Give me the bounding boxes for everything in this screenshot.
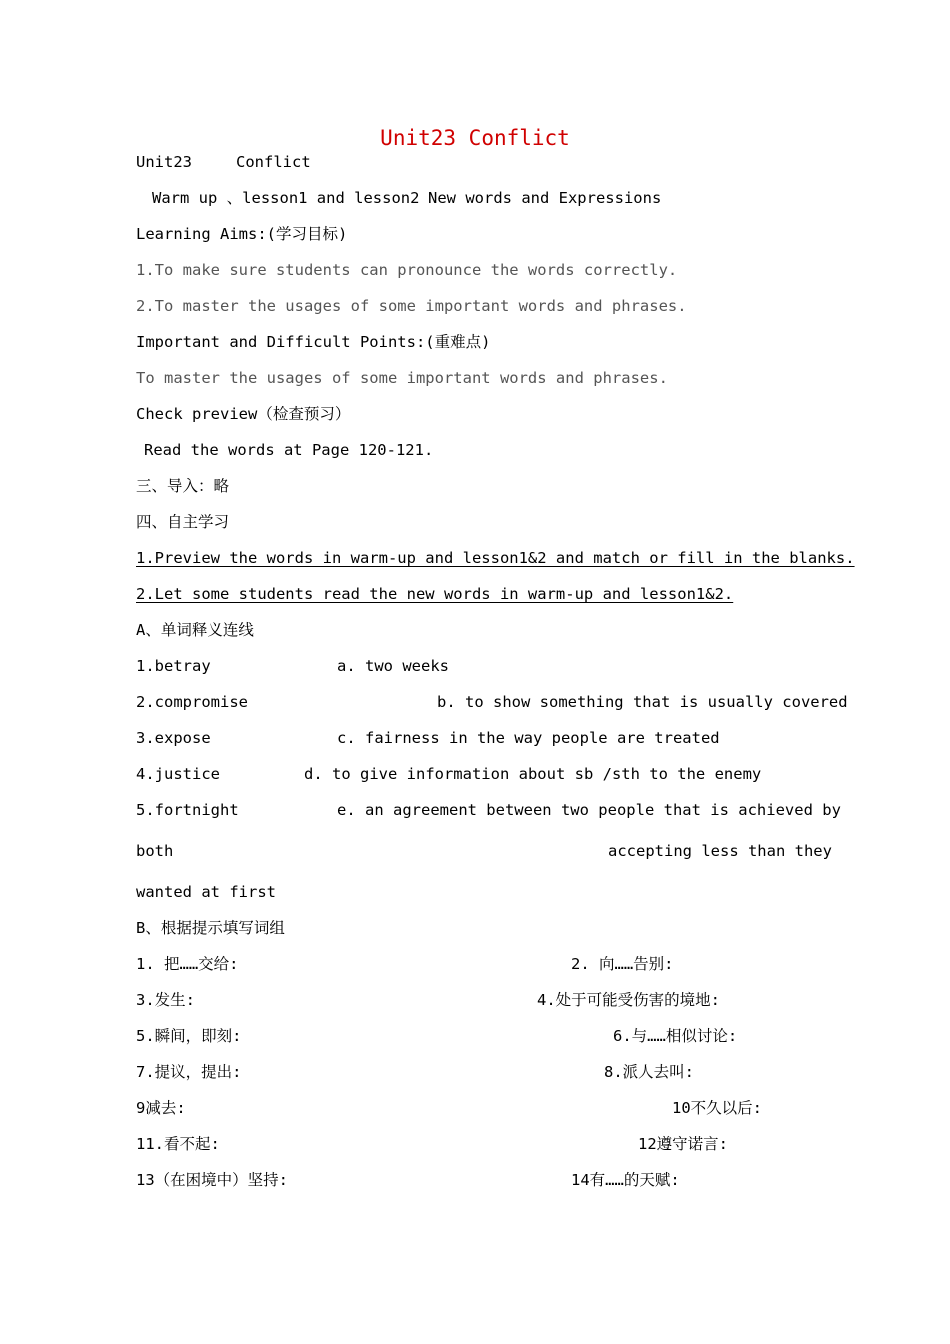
key-points-heading: Important and Difficult Points:(重难点): [136, 333, 491, 351]
definition-item: a. two weeks: [337, 657, 449, 675]
phrase-prompt: 14有……的天赋:: [571, 1171, 680, 1189]
unit-label: Unit23: [136, 153, 192, 171]
word-item: 4.justice: [136, 765, 220, 783]
phrase-prompt: 1. 把……交给:: [136, 955, 239, 973]
word-item: 2.compromise: [136, 693, 248, 711]
definition-continuation: both: [136, 842, 174, 860]
phrase-prompt: 9减去:: [136, 1099, 186, 1117]
phrase-prompt: 12遵守诺言:: [638, 1135, 728, 1153]
check-preview-heading: Check preview（检查预习）: [136, 405, 351, 423]
document-title: Unit23 Conflict: [380, 126, 570, 150]
unit-topic: Conflict: [236, 153, 311, 171]
part-a-heading: A、单词释义连线: [136, 621, 254, 639]
phrase-prompt: 13（在困境中）坚持:: [136, 1171, 288, 1189]
word-item: 5.fortnight: [136, 801, 239, 819]
definition-item: e. an agreement between two people that is achieved by: [337, 801, 841, 819]
section-4-heading: 四、自主学习: [136, 513, 230, 531]
word-item: 1.betray: [136, 657, 211, 675]
learning-aims-heading: Learning Aims:(学习目标): [136, 225, 348, 243]
key-points-text: To master the usages of some important words and phrases.: [136, 369, 668, 387]
phrase-prompt: 3.发生:: [136, 991, 195, 1009]
task-2: 2.Let some students read the new words in warm-up and lesson1&2.: [136, 585, 734, 603]
phrase-prompt: 6.与……相似讨论:: [613, 1027, 738, 1045]
phrase-prompt: 8.派人去叫:: [604, 1063, 694, 1081]
phrase-prompt: 11.看不起:: [136, 1135, 220, 1153]
check-preview-text: Read the words at Page 120-121.: [144, 441, 434, 459]
part-b-heading: B、根据提示填写词组: [136, 919, 285, 937]
phrase-prompt: 2. 向……告别:: [571, 955, 674, 973]
word-item: 3.expose: [136, 729, 211, 747]
phrase-prompt: 5.瞬间，即刻:: [136, 1027, 242, 1045]
definition-item: d. to give information about sb /sth to the enemy: [304, 765, 762, 783]
definition-item: c. fairness in the way people are treated: [337, 729, 720, 747]
definition-continuation: accepting less than they: [608, 842, 832, 860]
definition-item: b. to show something that is usually covered: [437, 693, 848, 711]
lesson-scope: Warm up 、lesson1 and lesson2: [152, 189, 420, 207]
lesson-subtitle: New words and Expressions: [428, 189, 662, 207]
task-1: 1.Preview the words in warm-up and lesson1&2 and match or fill in the blanks.: [136, 549, 855, 567]
definition-continuation: wanted at first: [136, 883, 276, 901]
phrase-prompt: 10不久以后:: [672, 1099, 762, 1117]
phrase-prompt: 4.处于可能受伤害的境地:: [537, 991, 720, 1009]
phrase-prompt: 7.提议，提出:: [136, 1063, 242, 1081]
section-3-heading: 三、导入：略: [136, 477, 230, 495]
learning-aim-1: 1.To make sure students can pronounce the words correctly.: [136, 261, 678, 279]
learning-aim-2: 2.To master the usages of some important words and phrases.: [136, 297, 687, 315]
